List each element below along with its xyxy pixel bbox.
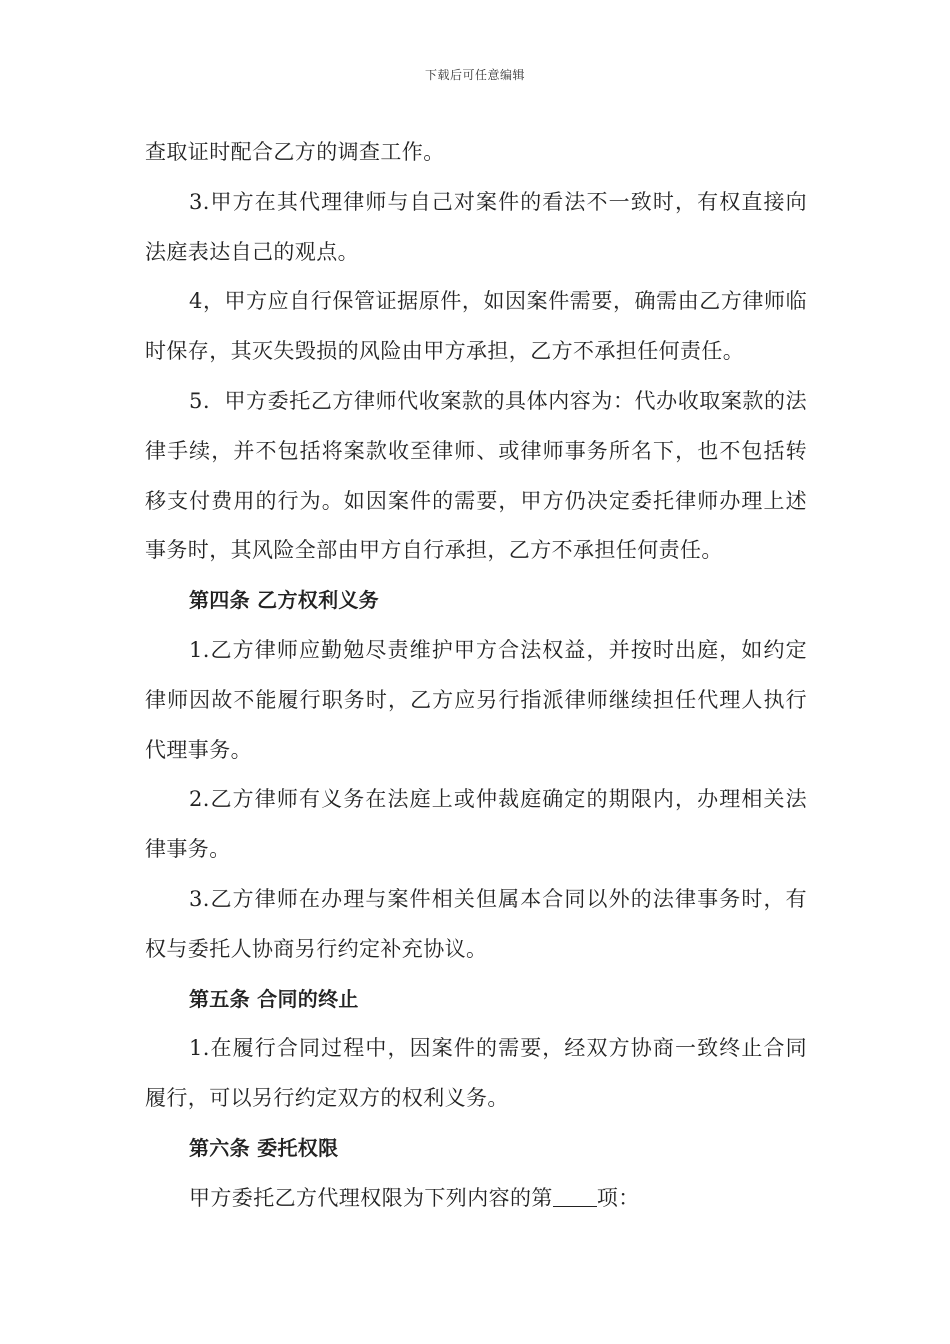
fill-in-blank bbox=[553, 1186, 597, 1207]
article-4-clause-1: 1.乙方律师应勤勉尽责维护甲方合法权益，并按时出庭，如约定律师因故不能履行职务时，乙方应另行指派律师继续担任代理人执行代理事务。 bbox=[145, 637, 807, 762]
article-4-heading: 第四条 乙方权利义务 bbox=[189, 588, 379, 613]
article-6-heading: 第六条 委托权限 bbox=[189, 1135, 339, 1160]
article-6-paragraph bbox=[145, 1174, 807, 1224]
article-5-clause-1: 1.在履行合同过程中，因案件的需要，经双方协商一致终止合同履行，可以另行约定双方的权利义务。 bbox=[145, 1036, 807, 1111]
document-body bbox=[145, 128, 807, 1224]
article-6-text-after: 项： bbox=[596, 1185, 640, 1210]
clause-4-paragraph: 4，甲方应自行保管证据原件，如因案件需要，确需由乙方律师临时保存，其灭失毁损的风险由甲方承担，乙方不承担任何责任。 bbox=[145, 289, 807, 364]
clause-3-paragraph: 3.甲方在其代理律师与自己对案件的看法不一致时，有权直接向法庭表达自己的观点。 bbox=[145, 189, 807, 264]
article-4-clause-2: 2.乙方律师有义务在法庭上或仲裁庭确定的期限内，办理相关法律事务。 bbox=[145, 787, 807, 862]
clause-5-paragraph: 5．甲方委托乙方律师代收案款的具体内容为：代办收取案款的法律手续，并不包括将案款收至律师、或律师事务所名下，也不包括转移支付费用的行为。如因案件的需要，甲方仍决定委托律师办理上述事务时，其风险全部由甲方自行承担，乙方不承担任何责任。 bbox=[145, 388, 807, 563]
article-4-clause-3: 3.乙方律师在办理与案件相关但属本合同以外的法律事务时，有权与委托人协商另行约定补充协议。 bbox=[145, 886, 807, 961]
article-6-text-before: 甲方委托乙方代理权限为下列内容的第 bbox=[189, 1185, 553, 1210]
paragraph-continuation: 查取证时配合乙方的调查工作。 bbox=[145, 140, 445, 164]
header-note: 下载后可任意编辑 bbox=[424, 68, 525, 82]
article-5-heading: 第五条 合同的终止 bbox=[189, 986, 359, 1011]
